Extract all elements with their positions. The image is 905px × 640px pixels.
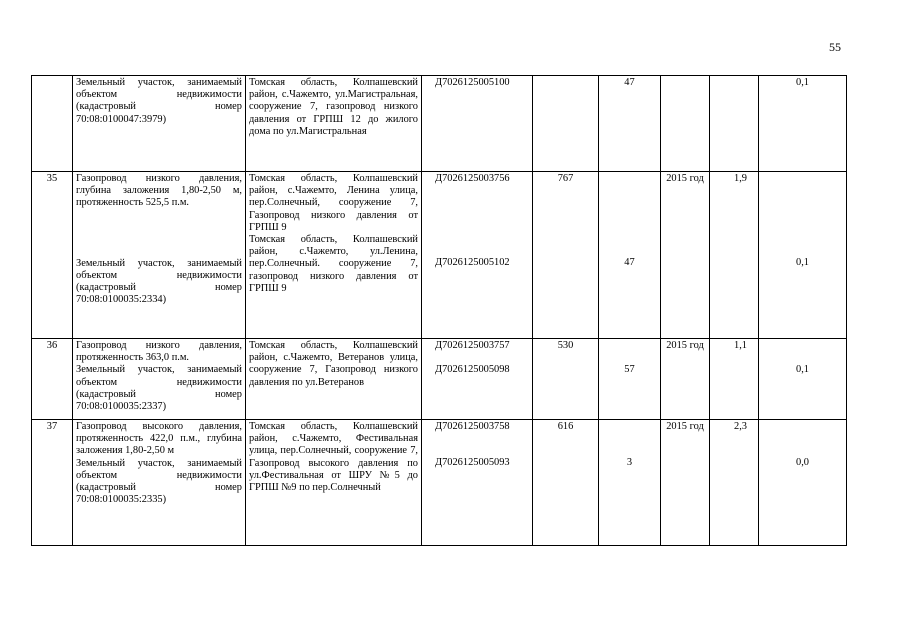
- length-value: 530: [533, 339, 599, 420]
- row-number: 35: [32, 172, 73, 339]
- registry-number: [422, 172, 533, 339]
- land-value: 0,1: [759, 76, 847, 172]
- registry-number-pipeline: Д7026125003757: [435, 340, 510, 351]
- property-registry-table: [31, 75, 847, 546]
- object-address: [246, 172, 422, 339]
- cost-value: 2,3: [710, 420, 759, 546]
- cost-value: 1,1: [710, 339, 759, 420]
- length-value: [533, 76, 599, 172]
- object-address: Томская область, Колпашевский район, с.Чажемто, ул.Магистральная, сооружение 7, газопровод низкого давления от ГРПШ 12 до жилого дома по ул.Магистральная: [246, 76, 422, 172]
- table-row: [32, 76, 847, 172]
- registry-number-land: Д7026125005102: [435, 257, 510, 269]
- year-value: 2015 год: [661, 420, 710, 546]
- registry-number: [422, 420, 533, 546]
- registry-number-land: Д7026125005098: [435, 364, 510, 376]
- cost-value: [710, 76, 759, 172]
- table-row: [32, 420, 847, 546]
- land-value: 0,1: [759, 172, 847, 339]
- registry-number-pipeline: Д7026125003756: [435, 173, 510, 184]
- area-value: 57: [599, 339, 661, 420]
- object-name: Земельный участок, занимаемый объектом недвижимости (кадастровый номер 70:08:0100047:3979): [73, 76, 246, 172]
- object-name-pipeline: Газопровод низкого давления, протяженность 363,0 п.м.: [76, 340, 242, 364]
- object-name-pipeline: Газопровод низкого давления, глубина заложения 1,80-2,50 м, протяженность 525,5 п.м.: [76, 173, 242, 209]
- object-name: [73, 172, 246, 339]
- cost-value: 1,9: [710, 172, 759, 339]
- registry-number-pipeline: Д7026125003758: [435, 421, 510, 432]
- row-number: [32, 76, 73, 172]
- object-address: Томская область, Колпашевский район, с.Чажемто, Ветеранов улица, сооружение 7, Газопровод низкого давления по ул.Ветеранов: [246, 339, 422, 420]
- area-value: 47: [599, 76, 661, 172]
- area-value: 3: [599, 420, 661, 546]
- year-value: 2015 год: [661, 339, 710, 420]
- address-land: Томская область, Колпашевский район, с.Чажемто, ул.Ленина, пер.Солнечный. сооружение 7, газопровод низкого давления от ГРПШ 9: [249, 234, 418, 294]
- year-value: [661, 76, 710, 172]
- row-number: 37: [32, 420, 73, 546]
- object-name-land: Земельный участок, занимаемый объектом недвижимости (кадастровый номер 70:08:0100035:2335): [76, 457, 242, 506]
- land-value: 0,1: [759, 339, 847, 420]
- registry-number: Д7026125005100: [422, 76, 533, 172]
- row-number: 36: [32, 339, 73, 420]
- object-name: [73, 339, 246, 420]
- object-name: [73, 420, 246, 546]
- length-value: 616: [533, 420, 599, 546]
- object-address: Томская область, Колпашевский район, с.Чажемто, Фестивальная улица, пер.Солнечный, сооружение 7, Газопровод высокого давления по ул.Фестивальная от ШРУ №5 до ГРПШ №9 по пер.Солнечный: [246, 420, 422, 546]
- page-number: 55: [829, 40, 841, 54]
- object-name-land: Земельный участок, занимаемый объектом недвижимости (кадастровый номер 70:08:0100035:2337): [76, 364, 242, 413]
- object-name-land: Земельный участок, занимаемый объектом недвижимости (кадастровый номер 70:08:0100035:2334): [76, 257, 242, 306]
- object-name-pipeline: Газопровод высокого давления, протяженность 422,0 п.м., глубина заложения 1,80-2,50 м: [76, 421, 242, 457]
- address-pipeline: Томская область, Колпашевский район, с.Чажемто, Ленина улица, пер.Солнечный, сооружение 7, Газопровод низкого давления от ГРПШ 9: [249, 173, 418, 233]
- year-value: 2015 год: [661, 172, 710, 339]
- land-value: 0,0: [759, 420, 847, 546]
- table-row: [32, 172, 847, 339]
- length-value: 767: [533, 172, 599, 339]
- registry-number-land: Д7026125005093: [435, 457, 510, 469]
- table-row: [32, 339, 847, 420]
- registry-number: [422, 339, 533, 420]
- area-value: 47: [599, 172, 661, 339]
